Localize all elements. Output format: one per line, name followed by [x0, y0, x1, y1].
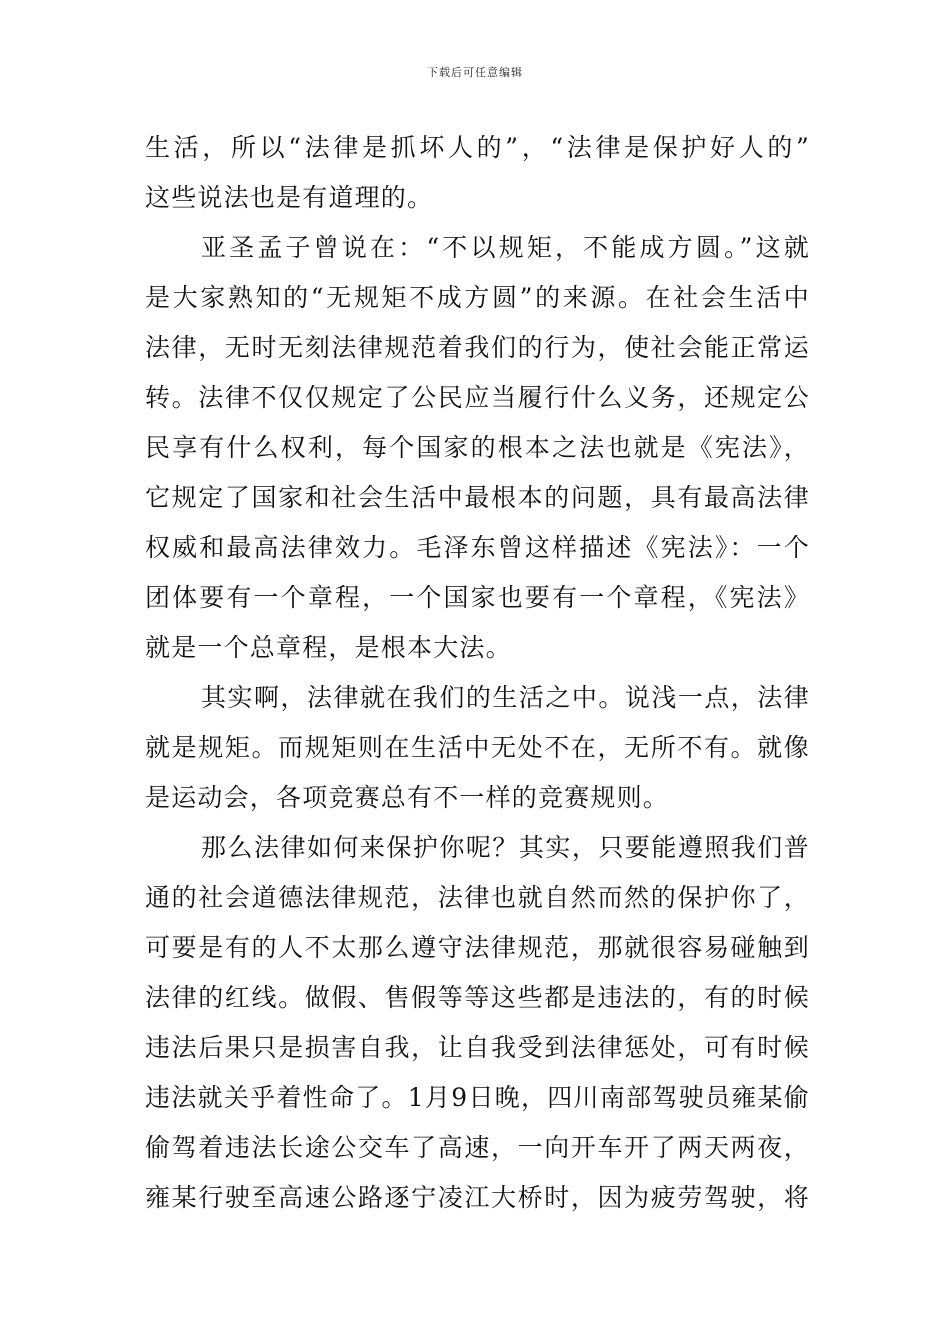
text-line: 这些说法也是有道理的。: [145, 183, 434, 212]
text-line: 转。法律不仅仅规定了公民应当履行什么义务，还规定公: [145, 383, 810, 412]
text-line: 团体要有一个章程，一个国家也要有一个章程，《宪法》: [145, 583, 810, 612]
paragraph: [145, 223, 810, 673]
paragraph: [145, 123, 810, 223]
text-line: 通的社会道德法律规范，法律也就自然而然的保护你了，: [145, 883, 810, 912]
text-line: 是运动会，各项竞赛总有不一样的竞赛规则。: [145, 783, 670, 812]
text-line: 就是规矩。而规矩则在生活中无处不在，无所不有。就像: [145, 733, 810, 762]
text-line: 违法后果只是损害自我，让自我受到法律惩处，可有时候: [145, 1033, 810, 1062]
text-line: 违法就关乎着性命了。1月9日晚，四川南部驾驶员雍某偷: [145, 1083, 810, 1112]
text-line: 可要是有的人不太那么遵守法律规范，那就很容易碰触到: [145, 933, 810, 962]
text-line: 就是一个总章程，是根本大法。: [145, 633, 512, 662]
paragraph: [145, 823, 810, 1223]
text-line: 是大家熟知的“无规矩不成方圆”的来源。在社会生活中: [145, 283, 810, 312]
page-header: 下载后可任意编辑: [427, 66, 523, 79]
text-line: 民享有什么权利，每个国家的根本之法也就是《宪法》，: [145, 433, 810, 462]
text-line: 它规定了国家和社会生活中最根本的问题，具有最高法律: [145, 483, 810, 512]
text-line: 那么法律如何来保护你呢？其实，只要能遵照我们普: [201, 833, 810, 862]
text-line: 偷驾着违法长途公交车了高速，一向开车开了两天两夜，: [145, 1133, 810, 1162]
text-line: 法律的红线。做假、售假等等这些都是违法的，有的时候: [145, 983, 810, 1012]
text-line: 生活，所以“法律是抓坏人的”，“法律是保护好人的”: [145, 133, 810, 162]
text-line: 亚圣孟子曾说在：“不以规矩，不能成方圆。”这就: [201, 233, 810, 262]
text-line: 权威和最高法律效力。毛泽东曾这样描述《宪法》：一个: [145, 533, 810, 562]
text-line: 雍某行驶至高速公路逐宁凌江大桥时，因为疲劳驾驶，将: [145, 1183, 810, 1212]
paragraph: [145, 673, 810, 823]
text-line: 其实啊，法律就在我们的生活之中。说浅一点，法律: [201, 683, 810, 712]
text-line: 法律，无时无刻法律规范着我们的行为，使社会能正常运: [145, 333, 810, 362]
document-body: [145, 123, 810, 1223]
